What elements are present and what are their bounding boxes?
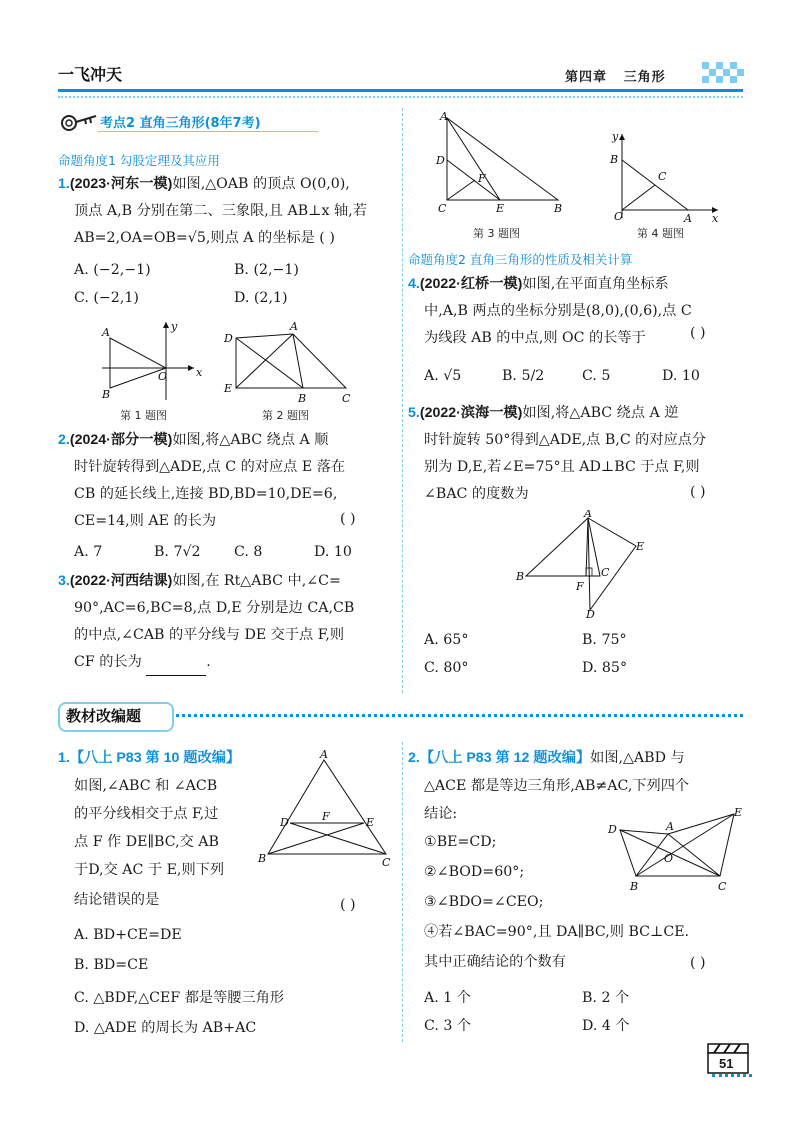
header-dots — [58, 96, 743, 98]
q4-option-c[interactable]: C. 5 — [582, 368, 611, 384]
t2-option-d[interactable]: D. 4 个 — [582, 1018, 630, 1034]
section2-dots — [176, 714, 743, 717]
q1-option-d[interactable]: D. (2,1) — [234, 290, 288, 306]
q5-option-d[interactable]: D. 85° — [582, 660, 628, 676]
t1-answer-blank[interactable]: ( ) — [340, 897, 356, 913]
svg-text:D: D — [224, 332, 233, 345]
q2-answer-blank[interactable]: ( ) — [340, 511, 356, 527]
svg-text:C: C — [601, 566, 610, 579]
svg-text:A: A — [666, 820, 674, 833]
figure-5 — [512, 510, 652, 620]
t2-option-a[interactable]: A. 1 个 — [424, 990, 471, 1006]
q4-option-a[interactable]: A. √5 — [424, 368, 462, 384]
header-checker-decoration — [700, 58, 745, 88]
svg-text:F: F — [478, 172, 486, 185]
svg-text:C: C — [382, 856, 391, 868]
svg-text:B: B — [630, 880, 639, 892]
key-icon — [60, 110, 98, 136]
figure-1-caption: 第 1 题图 — [120, 409, 167, 422]
t1-option-c[interactable]: C. △BDF,△CEF 都是等腰三角形 — [74, 990, 285, 1006]
svg-text:D: D — [436, 154, 445, 167]
q5-option-a[interactable]: A. 65° — [424, 632, 469, 648]
page-number-dots — [712, 1074, 752, 1077]
svg-text:O: O — [664, 852, 674, 865]
svg-text:C: C — [658, 170, 667, 183]
svg-text:C: C — [718, 880, 727, 892]
angle1-heading: 命题角度1 勾股定理及其应用 — [58, 153, 220, 168]
svg-text:A: A — [320, 750, 328, 761]
q1-option-b[interactable]: B. (2,−1) — [234, 262, 299, 278]
svg-text:A: A — [290, 320, 298, 333]
figure-4-caption: 第 4 题图 — [637, 227, 684, 240]
textbook-question-2: 2.【八上 P83 第 12 题改编】如图,△ABD 与 △ACE 都是等边三角形,AB≠AC,下列四个 结论: ①BE=CD; ②∠BOD=60°; ③∠BDO=∠CEO; ④若∠BAC=90°,且 DA∥BC,则 BC⊥CE. 其中正确结论的个数有 — [408, 750, 690, 970]
question-5: 5.(2022·滨海一模)如图,将△ABC 绕点 A 逆 时针旋转 50°得到△ADE,点 B,C 的对应点分 别为 D,E,若∠E=75°且 AD⊥BC 于点 F,则 ∠BAC 的度数为 — [408, 405, 707, 502]
q3-answer-line[interactable] — [146, 661, 206, 676]
svg-text:B: B — [102, 388, 111, 401]
svg-text:y: y — [612, 130, 619, 143]
figure-2 — [218, 318, 358, 406]
figure-t1 — [258, 750, 398, 868]
q5-option-c[interactable]: C. 80° — [424, 660, 469, 676]
svg-text:x: x — [196, 366, 203, 379]
q4-option-b[interactable]: B. 5/2 — [502, 368, 545, 384]
column-divider — [402, 108, 403, 693]
svg-text:D: D — [280, 816, 289, 829]
header-rule — [58, 89, 743, 92]
t2-option-c[interactable]: C. 3 个 — [424, 1018, 472, 1034]
question-2: 2.(2024·部分一模)如图,将△ABC 绕点 A 顺 时针旋转得到△ADE,点 C 的对应点 E 落在 CB 的延长线上,连接 BD,BD=10,DE=6, CE=14,则 AE 的长为 — [58, 432, 346, 529]
svg-text:E: E — [636, 540, 645, 553]
svg-text:E: E — [366, 816, 375, 829]
svg-text:B: B — [610, 153, 619, 166]
svg-text:C: C — [438, 202, 447, 215]
textbook-question-1: 1.【八上 P83 第 10 题改编】 如图,∠ABC 和 ∠ACB 的平分线相交于点 F,过 点 F 作 DE∥BC,交 AB 于D,交 AC 于 E,则下列 结论错误的是 — [58, 750, 241, 908]
svg-text:O: O — [158, 370, 168, 383]
q1-option-a[interactable]: A. (−2,−1) — [74, 262, 151, 278]
t2-option-b[interactable]: B. 2 个 — [582, 990, 630, 1006]
svg-text:E: E — [224, 382, 233, 395]
t2-answer-blank[interactable]: ( ) — [690, 955, 706, 971]
section-title-underline — [98, 131, 318, 132]
q4-option-d[interactable]: D. 10 — [662, 368, 700, 384]
q4-answer-blank[interactable]: ( ) — [690, 325, 706, 341]
chapter-label — [565, 66, 666, 85]
svg-text:y: y — [171, 320, 178, 333]
svg-text:F: F — [576, 580, 584, 593]
svg-text:B: B — [554, 202, 563, 215]
svg-text:E: E — [734, 806, 743, 819]
q2-option-b[interactable]: B. 7√2 — [154, 544, 201, 560]
chapter-number: 第四章 — [565, 70, 608, 85]
q2-option-a[interactable]: A. 7 — [74, 544, 103, 560]
t1-option-a[interactable]: A. BD+CE=DE — [74, 927, 182, 943]
question-1: 1.(2023·河东一模)如图,△OAB 的顶点 O(0,0), 顶点 A,B 分别在第二、三象限,且 AB⊥x 轴,若 AB=2,OA=OB=√5,则点 A 的坐标是 ( ) — [58, 176, 367, 246]
figure-3-caption: 第 3 题图 — [473, 227, 520, 240]
q2-option-d[interactable]: D. 10 — [314, 544, 352, 560]
question-3: 3.(2022·河西结课)如图,在 Rt△ABC 中,∠C= 90°,AC=6,BC=8,点 D,E 分别是边 CA,CB 的中点,∠CAB 的平分线与 DE 交于点 F,则 CF 的长为 . — [58, 568, 398, 676]
svg-text:F: F — [322, 810, 330, 823]
svg-text:B: B — [258, 852, 267, 865]
column-divider-2 — [402, 742, 403, 1042]
svg-text:B: B — [516, 570, 525, 583]
svg-text:D: D — [608, 823, 617, 836]
figure-1 — [96, 318, 206, 403]
t1-option-d[interactable]: D. △ADE 的周长为 AB+AC — [74, 1020, 257, 1036]
svg-text:D: D — [586, 608, 595, 620]
brand-logo: 一飞冲天 — [58, 65, 123, 84]
section2-title: 教材改编题 — [66, 707, 142, 725]
page-number: 51 — [719, 1056, 734, 1071]
q5-option-b[interactable]: B. 75° — [582, 632, 627, 648]
svg-text:C: C — [342, 392, 351, 405]
chapter-title: 三角形 — [623, 70, 666, 85]
figure-t2 — [600, 800, 745, 892]
figure-3 — [430, 108, 570, 218]
figure-2-caption: 第 2 题图 — [262, 409, 309, 422]
figure-4 — [600, 130, 730, 225]
angle2-heading: 命题角度2 直角三角形的性质及相关计算 — [408, 252, 633, 267]
svg-text:A: A — [584, 510, 592, 520]
svg-text:B: B — [298, 392, 307, 405]
t1-option-b[interactable]: B. BD=CE — [74, 957, 149, 973]
svg-text:A: A — [440, 110, 448, 123]
svg-text:O: O — [614, 210, 624, 223]
svg-text:E: E — [496, 202, 505, 215]
svg-text:A: A — [102, 326, 110, 339]
question-4: 4.(2022·红桥一模)如图,在平面直角坐标系 中,A,B 两点的坐标分别是(8,0),(0,6),点 C 为线段 AB 的中点,则 OC 的长等于 — [408, 276, 692, 346]
q5-answer-blank[interactable]: ( ) — [690, 484, 706, 500]
section-title: 考点2 直角三角形(8年7考) — [100, 116, 261, 131]
svg-text:x: x — [712, 212, 719, 225]
q2-option-c[interactable]: C. 8 — [234, 544, 263, 560]
q1-option-c[interactable]: C. (−2,1) — [74, 290, 139, 306]
svg-text:A: A — [684, 212, 692, 225]
